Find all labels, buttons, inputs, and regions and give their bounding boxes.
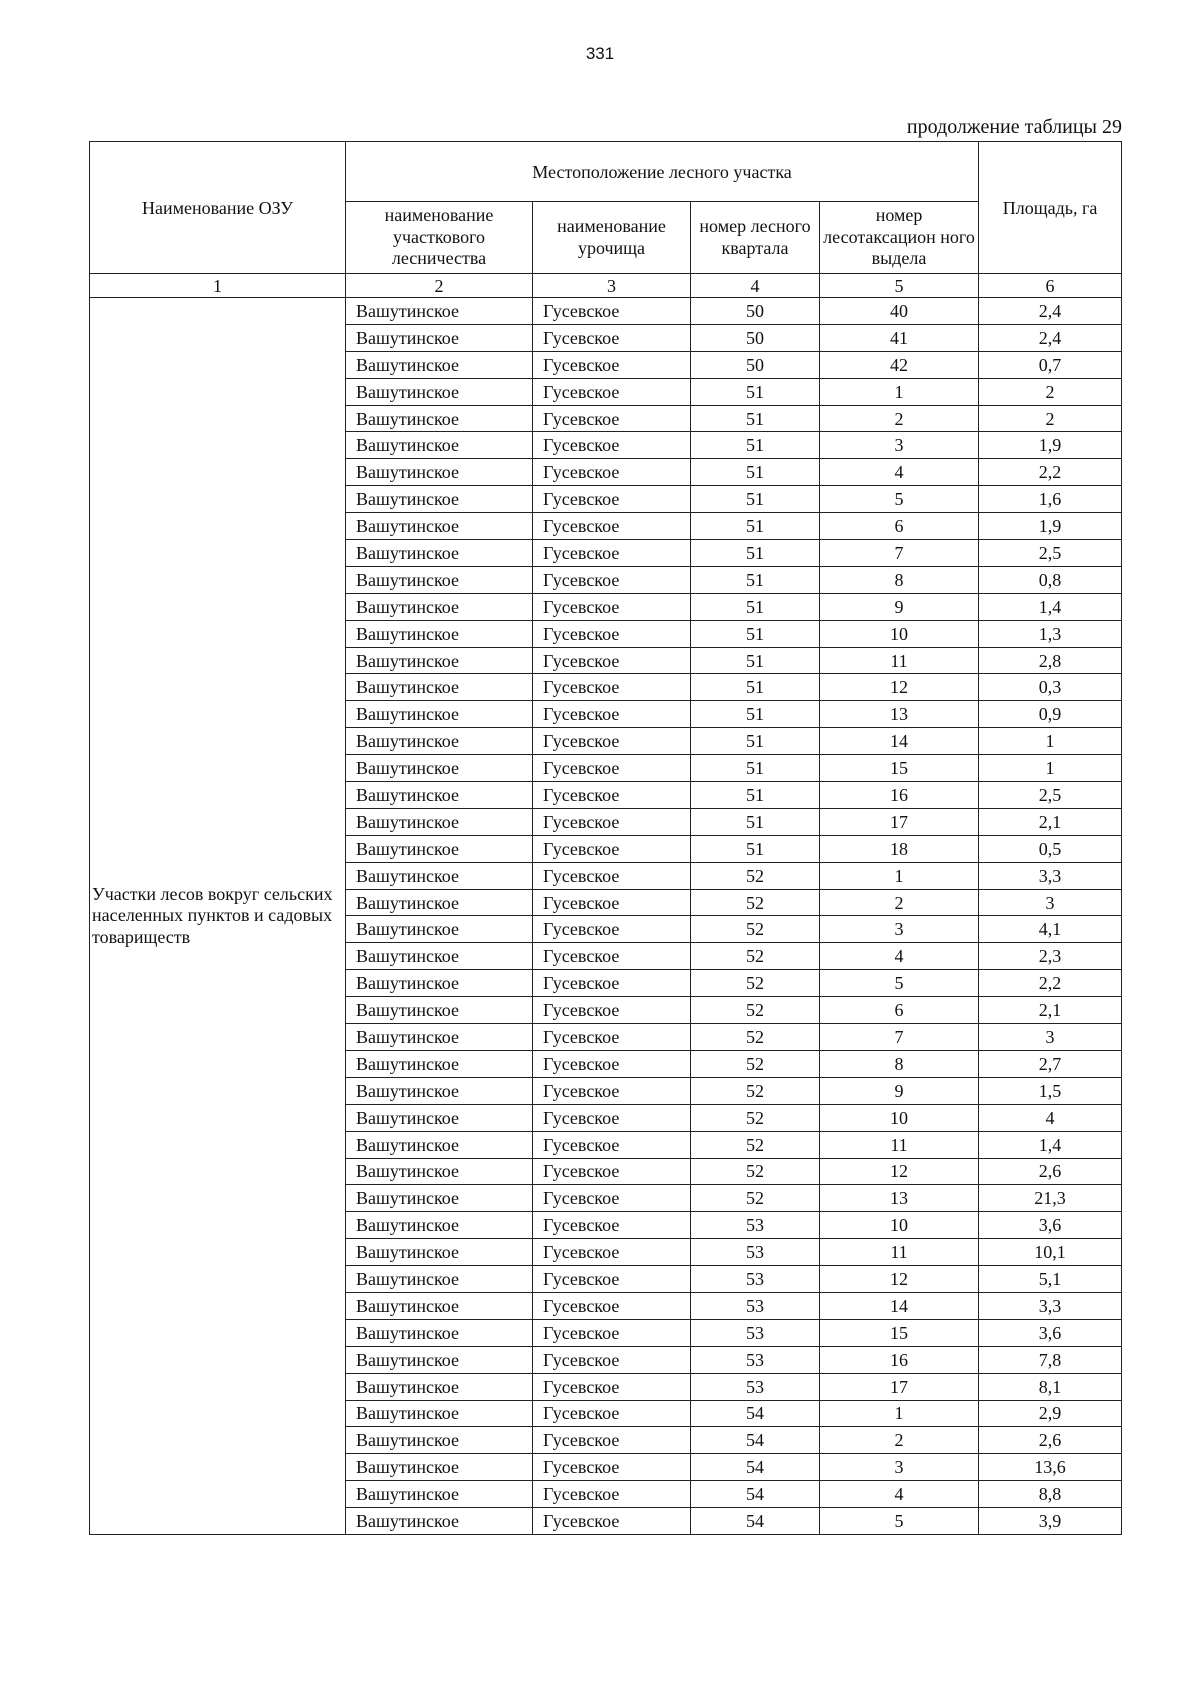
tract-cell: Гусевское [533, 647, 691, 674]
forestry-cell: Вашутинское [346, 1508, 533, 1535]
area-cell: 3,3 [979, 1292, 1122, 1319]
stand-cell: 10 [820, 1104, 979, 1131]
stand-cell: 42 [820, 351, 979, 378]
quarter-cell: 53 [691, 1212, 820, 1239]
tract-cell: Гусевское [533, 1319, 691, 1346]
forestry-cell: Вашутинское [346, 970, 533, 997]
forestry-cell: Вашутинское [346, 728, 533, 755]
area-cell: 2,5 [979, 540, 1122, 567]
forestry-cell: Вашутинское [346, 808, 533, 835]
quarter-cell: 53 [691, 1239, 820, 1266]
quarter-cell: 51 [691, 593, 820, 620]
area-cell: 1 [979, 728, 1122, 755]
quarter-cell: 52 [691, 889, 820, 916]
quarter-cell: 51 [691, 486, 820, 513]
area-cell: 1,9 [979, 432, 1122, 459]
quarter-cell: 52 [691, 1024, 820, 1051]
tract-cell: Гусевское [533, 916, 691, 943]
stand-cell: 1 [820, 862, 979, 889]
stand-cell: 14 [820, 1292, 979, 1319]
stand-cell: 2 [820, 889, 979, 916]
column-number: 6 [979, 274, 1122, 298]
tract-cell: Гусевское [533, 1104, 691, 1131]
stand-cell: 6 [820, 513, 979, 540]
area-cell: 3,6 [979, 1319, 1122, 1346]
column-number: 2 [346, 274, 533, 298]
quarter-cell: 52 [691, 1104, 820, 1131]
quarter-cell: 51 [691, 620, 820, 647]
quarter-cell: 54 [691, 1481, 820, 1508]
stand-cell: 3 [820, 432, 979, 459]
quarter-cell: 51 [691, 405, 820, 432]
tract-cell: Гусевское [533, 1266, 691, 1293]
area-cell: 1 [979, 755, 1122, 782]
forestry-cell: Вашутинское [346, 1239, 533, 1266]
tract-cell: Гусевское [533, 674, 691, 701]
forestry-cell: Вашутинское [346, 459, 533, 486]
area-cell: 4 [979, 1104, 1122, 1131]
stand-cell: 5 [820, 1508, 979, 1535]
stand-cell: 5 [820, 486, 979, 513]
area-cell: 0,9 [979, 701, 1122, 728]
quarter-cell: 51 [691, 647, 820, 674]
quarter-cell: 52 [691, 1077, 820, 1104]
tract-cell: Гусевское [533, 432, 691, 459]
area-cell: 3 [979, 1024, 1122, 1051]
forestry-cell: Вашутинское [346, 1427, 533, 1454]
header-location: Местоположение лесного участка [346, 142, 979, 202]
stand-cell: 11 [820, 1239, 979, 1266]
quarter-cell: 53 [691, 1373, 820, 1400]
area-cell: 2,4 [979, 324, 1122, 351]
stand-cell: 2 [820, 1427, 979, 1454]
forestry-cell: Вашутинское [346, 862, 533, 889]
forestry-cell: Вашутинское [346, 943, 533, 970]
tract-cell: Гусевское [533, 378, 691, 405]
forestry-cell: Вашутинское [346, 1481, 533, 1508]
quarter-cell: 52 [691, 970, 820, 997]
forest-plots-table [89, 141, 1122, 1535]
quarter-cell: 52 [691, 1131, 820, 1158]
forestry-cell: Вашутинское [346, 1104, 533, 1131]
stand-cell: 13 [820, 701, 979, 728]
stand-cell: 7 [820, 1024, 979, 1051]
quarter-cell: 53 [691, 1346, 820, 1373]
quarter-cell: 50 [691, 324, 820, 351]
quarter-cell: 54 [691, 1454, 820, 1481]
area-cell: 2,3 [979, 943, 1122, 970]
tract-cell: Гусевское [533, 1481, 691, 1508]
tract-cell: Гусевское [533, 1239, 691, 1266]
column-number: 5 [820, 274, 979, 298]
forestry-cell: Вашутинское [346, 566, 533, 593]
area-cell: 1,6 [979, 486, 1122, 513]
quarter-cell: 52 [691, 997, 820, 1024]
area-cell: 8,1 [979, 1373, 1122, 1400]
forestry-cell: Вашутинское [346, 1292, 533, 1319]
forestry-cell: Вашутинское [346, 298, 533, 325]
forestry-cell: Вашутинское [346, 1454, 533, 1481]
tract-cell: Гусевское [533, 1024, 691, 1051]
quarter-cell: 52 [691, 916, 820, 943]
tract-cell: Гусевское [533, 513, 691, 540]
area-cell: 2,6 [979, 1427, 1122, 1454]
stand-cell: 9 [820, 1077, 979, 1104]
tract-cell: Гусевское [533, 1454, 691, 1481]
forestry-cell: Вашутинское [346, 540, 533, 567]
stand-cell: 13 [820, 1185, 979, 1212]
quarter-cell: 51 [691, 728, 820, 755]
quarter-cell: 53 [691, 1266, 820, 1293]
forestry-cell: Вашутинское [346, 1319, 533, 1346]
area-cell: 0,5 [979, 835, 1122, 862]
header-area: Площадь, га [979, 142, 1122, 274]
tract-cell: Гусевское [533, 943, 691, 970]
stand-cell: 1 [820, 378, 979, 405]
tract-cell: Гусевское [533, 566, 691, 593]
tract-cell: Гусевское [533, 997, 691, 1024]
area-cell: 2,1 [979, 997, 1122, 1024]
header-stand: номер лесотаксацион ного выдела [820, 202, 979, 274]
tract-cell: Гусевское [533, 620, 691, 647]
area-cell: 2,1 [979, 808, 1122, 835]
forestry-cell: Вашутинское [346, 324, 533, 351]
tract-cell: Гусевское [533, 1373, 691, 1400]
tract-cell: Гусевское [533, 970, 691, 997]
area-cell: 2,7 [979, 1050, 1122, 1077]
stand-cell: 18 [820, 835, 979, 862]
stand-cell: 4 [820, 943, 979, 970]
tract-cell: Гусевское [533, 1292, 691, 1319]
tract-cell: Гусевское [533, 351, 691, 378]
quarter-cell: 53 [691, 1319, 820, 1346]
forestry-cell: Вашутинское [346, 674, 533, 701]
tract-cell: Гусевское [533, 1346, 691, 1373]
quarter-cell: 51 [691, 513, 820, 540]
area-cell: 5,1 [979, 1266, 1122, 1293]
quarter-cell: 52 [691, 943, 820, 970]
forestry-cell: Вашутинское [346, 1400, 533, 1427]
forestry-cell: Вашутинское [346, 755, 533, 782]
stand-cell: 2 [820, 405, 979, 432]
stand-cell: 12 [820, 1266, 979, 1293]
area-cell: 10,1 [979, 1239, 1122, 1266]
area-cell: 3,6 [979, 1212, 1122, 1239]
tract-cell: Гусевское [533, 1212, 691, 1239]
tract-cell: Гусевское [533, 1131, 691, 1158]
table-row [90, 298, 1122, 325]
stand-cell: 41 [820, 324, 979, 351]
tract-cell: Гусевское [533, 701, 691, 728]
forestry-cell: Вашутинское [346, 432, 533, 459]
tract-cell: Гусевское [533, 1077, 691, 1104]
stand-cell: 6 [820, 997, 979, 1024]
column-number: 3 [533, 274, 691, 298]
stand-cell: 5 [820, 970, 979, 997]
area-cell: 13,6 [979, 1454, 1122, 1481]
forestry-cell: Вашутинское [346, 889, 533, 916]
forestry-cell: Вашутинское [346, 513, 533, 540]
stand-cell: 7 [820, 540, 979, 567]
area-cell: 2,9 [979, 1400, 1122, 1427]
area-cell: 2,4 [979, 298, 1122, 325]
stand-cell: 10 [820, 620, 979, 647]
stand-cell: 14 [820, 728, 979, 755]
tract-cell: Гусевское [533, 808, 691, 835]
forestry-cell: Вашутинское [346, 1050, 533, 1077]
stand-cell: 17 [820, 1373, 979, 1400]
forestry-cell: Вашутинское [346, 1212, 533, 1239]
area-cell: 3,9 [979, 1508, 1122, 1535]
area-cell: 2 [979, 405, 1122, 432]
forestry-cell: Вашутинское [346, 1077, 533, 1104]
area-cell: 3 [979, 889, 1122, 916]
stand-cell: 15 [820, 755, 979, 782]
header-ozu-name: Наименование ОЗУ [90, 142, 346, 274]
tract-cell: Гусевское [533, 782, 691, 809]
area-cell: 2,6 [979, 1158, 1122, 1185]
quarter-cell: 52 [691, 1185, 820, 1212]
quarter-cell: 50 [691, 298, 820, 325]
quarter-cell: 51 [691, 566, 820, 593]
forestry-cell: Вашутинское [346, 997, 533, 1024]
tract-cell: Гусевское [533, 862, 691, 889]
quarter-cell: 54 [691, 1508, 820, 1535]
stand-cell: 40 [820, 298, 979, 325]
quarter-cell: 51 [691, 755, 820, 782]
area-cell: 3,3 [979, 862, 1122, 889]
quarter-cell: 53 [691, 1292, 820, 1319]
stand-cell: 3 [820, 916, 979, 943]
forestry-cell: Вашутинское [346, 835, 533, 862]
header-tract: наименование урочища [533, 202, 691, 274]
tract-cell: Гусевское [533, 728, 691, 755]
header-forestry: наименование участкового лесничества [346, 202, 533, 274]
forestry-cell: Вашутинское [346, 1373, 533, 1400]
forestry-cell: Вашутинское [346, 405, 533, 432]
area-cell: 4,1 [979, 916, 1122, 943]
stand-cell: 12 [820, 1158, 979, 1185]
tract-cell: Гусевское [533, 1185, 691, 1212]
area-cell: 1,9 [979, 513, 1122, 540]
column-number-row [90, 274, 1122, 298]
table-header [90, 142, 1122, 274]
tract-cell: Гусевское [533, 540, 691, 567]
quarter-cell: 51 [691, 378, 820, 405]
tract-cell: Гусевское [533, 1508, 691, 1535]
quarter-cell: 54 [691, 1400, 820, 1427]
area-cell: 2,8 [979, 647, 1122, 674]
quarter-cell: 51 [691, 540, 820, 567]
stand-cell: 17 [820, 808, 979, 835]
forestry-cell: Вашутинское [346, 351, 533, 378]
page-number: 331 [585, 44, 615, 63]
tract-cell: Гусевское [533, 486, 691, 513]
quarter-cell: 50 [691, 351, 820, 378]
quarter-cell: 52 [691, 1050, 820, 1077]
stand-cell: 10 [820, 1212, 979, 1239]
quarter-cell: 51 [691, 674, 820, 701]
tract-cell: Гусевское [533, 889, 691, 916]
forestry-cell: Вашутинское [346, 1158, 533, 1185]
tract-cell: Гусевское [533, 1158, 691, 1185]
quarter-cell: 51 [691, 432, 820, 459]
forestry-cell: Вашутинское [346, 647, 533, 674]
tract-cell: Гусевское [533, 1400, 691, 1427]
tract-cell: Гусевское [533, 1050, 691, 1077]
stand-cell: 11 [820, 1131, 979, 1158]
stand-cell: 8 [820, 1050, 979, 1077]
forestry-cell: Вашутинское [346, 378, 533, 405]
area-cell: 0,8 [979, 566, 1122, 593]
forestry-cell: Вашутинское [346, 1346, 533, 1373]
forestry-cell: Вашутинское [346, 1185, 533, 1212]
header-quarter: номер лесного квартала [691, 202, 820, 274]
area-cell: 8,8 [979, 1481, 1122, 1508]
tract-cell: Гусевское [533, 324, 691, 351]
tract-cell: Гусевское [533, 1427, 691, 1454]
tract-cell: Гусевское [533, 298, 691, 325]
quarter-cell: 51 [691, 701, 820, 728]
stand-cell: 16 [820, 782, 979, 809]
area-cell: 0,3 [979, 674, 1122, 701]
area-cell: 7,8 [979, 1346, 1122, 1373]
stand-cell: 1 [820, 1400, 979, 1427]
quarter-cell: 54 [691, 1427, 820, 1454]
forestry-cell: Вашутинское [346, 701, 533, 728]
tract-cell: Гусевское [533, 405, 691, 432]
area-cell: 2,2 [979, 459, 1122, 486]
area-cell: 2,2 [979, 970, 1122, 997]
ozu-name-cell: Участки лесов вокруг сельских населенных пунктов и садовых товариществ [90, 298, 346, 1535]
area-cell: 2 [979, 378, 1122, 405]
stand-cell: 9 [820, 593, 979, 620]
stand-cell: 8 [820, 566, 979, 593]
stand-cell: 4 [820, 459, 979, 486]
forestry-cell: Вашутинское [346, 1131, 533, 1158]
tract-cell: Гусевское [533, 459, 691, 486]
quarter-cell: 52 [691, 1158, 820, 1185]
stand-cell: 12 [820, 674, 979, 701]
table-body [90, 298, 1122, 1535]
forestry-cell: Вашутинское [346, 1024, 533, 1051]
area-cell: 1,4 [979, 1131, 1122, 1158]
tract-cell: Гусевское [533, 835, 691, 862]
quarter-cell: 52 [691, 862, 820, 889]
area-cell: 1,5 [979, 1077, 1122, 1104]
column-number: 1 [90, 274, 346, 298]
stand-cell: 16 [820, 1346, 979, 1373]
area-cell: 1,3 [979, 620, 1122, 647]
column-number: 4 [691, 274, 820, 298]
forestry-cell: Вашутинское [346, 593, 533, 620]
tract-cell: Гусевское [533, 755, 691, 782]
quarter-cell: 51 [691, 459, 820, 486]
forestry-cell: Вашутинское [346, 782, 533, 809]
quarter-cell: 51 [691, 808, 820, 835]
area-cell: 21,3 [979, 1185, 1122, 1212]
area-cell: 1,4 [979, 593, 1122, 620]
area-cell: 0,7 [979, 351, 1122, 378]
quarter-cell: 51 [691, 835, 820, 862]
forestry-cell: Вашутинское [346, 486, 533, 513]
stand-cell: 15 [820, 1319, 979, 1346]
continuation-label: продолжение таблицы 29 [906, 116, 1122, 138]
forestry-cell: Вашутинское [346, 916, 533, 943]
forestry-cell: Вашутинское [346, 620, 533, 647]
stand-cell: 4 [820, 1481, 979, 1508]
tract-cell: Гусевское [533, 593, 691, 620]
quarter-cell: 51 [691, 782, 820, 809]
area-cell: 2,5 [979, 782, 1122, 809]
stand-cell: 3 [820, 1454, 979, 1481]
stand-cell: 11 [820, 647, 979, 674]
forestry-cell: Вашутинское [346, 1266, 533, 1293]
